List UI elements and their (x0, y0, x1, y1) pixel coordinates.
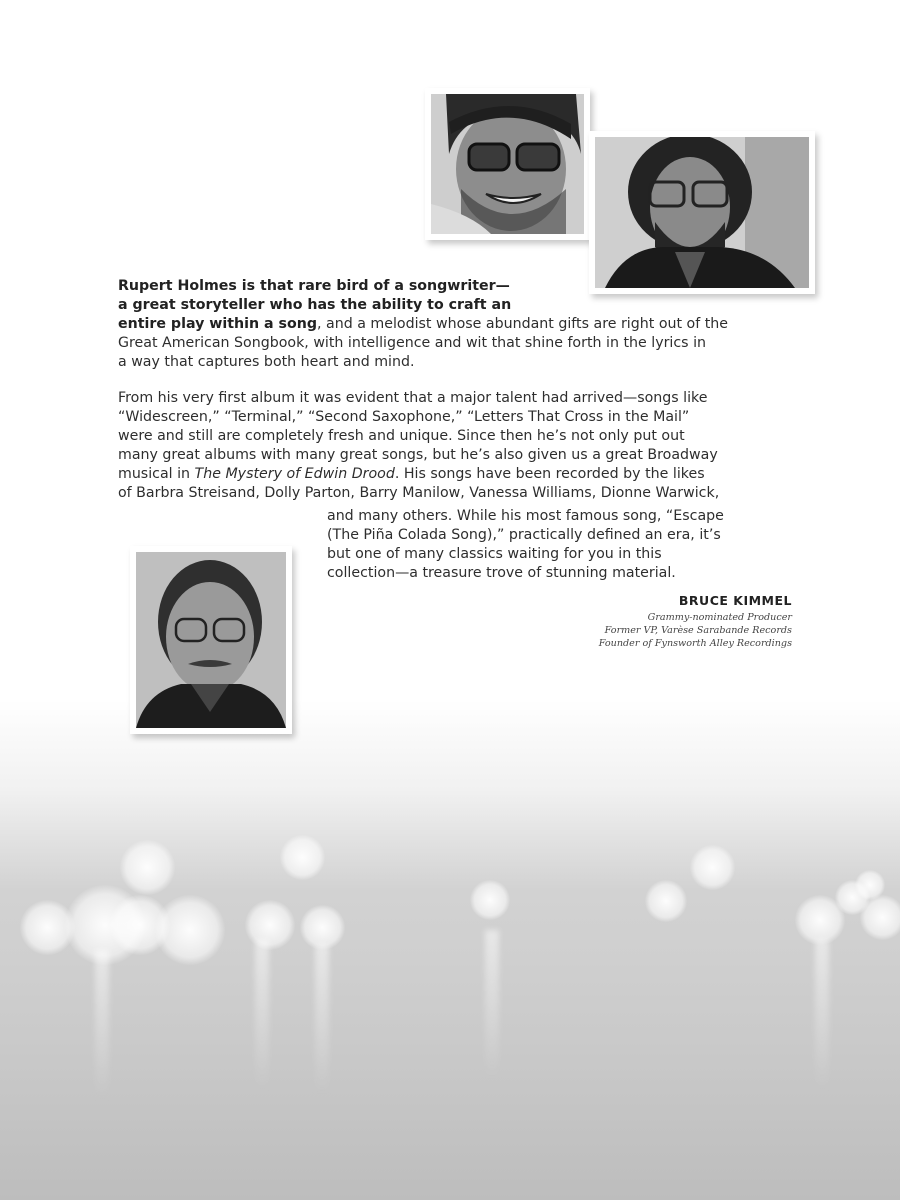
intro-bold-line: Rupert Holmes is that rare bird of a songwriter— (118, 278, 510, 294)
portrait-image (136, 552, 286, 728)
intro-bold-line: entire play within a song (118, 316, 317, 332)
body-text: musical in (118, 466, 195, 482)
photo-young-smiling (425, 88, 590, 240)
body-text: collection—a treasure trove of stunning material. (327, 565, 676, 581)
author-role: Former VP, Varèse Sarabande Records (604, 625, 792, 636)
bokeh-background (0, 700, 900, 1200)
portrait-image (595, 137, 809, 288)
photo-bearded-man (589, 131, 815, 294)
intro-bold-line: a great storyteller who has the ability to craft an (118, 297, 512, 313)
intro-text: a way that captures both heart and mind. (118, 354, 415, 370)
body-text: (The Piña Colada Song),” practically defined an era, it’s (327, 527, 721, 543)
body-text: From his very first album it was evident that a major talent had arrived—songs like (118, 390, 708, 406)
body-text: . His songs have been recorded by the likes (394, 466, 705, 482)
body-text: “Widescreen,” “Terminal,” “Second Saxophone,” “Letters That Cross in the Mail” (118, 409, 690, 425)
intro-text: , and a melodist whose abundant gifts are right out of the (317, 316, 729, 332)
author-role: Grammy-nominated Producer (647, 612, 792, 623)
portrait-image (431, 94, 584, 234)
continuation-paragraph (327, 507, 797, 583)
body-text: many great albums with many great songs, but he’s also given us a great Broadway (118, 447, 718, 463)
body-text: and many others. While his most famous song, “Escape (327, 508, 724, 524)
body-text: of Barbra Streisand, Dolly Parton, Barry Manilow, Vanessa Williams, Dionne Warwick, (118, 485, 720, 501)
author-role: Founder of Fynsworth Alley Recordings (598, 638, 792, 649)
body-text: but one of many classics waiting for you in this (327, 546, 662, 562)
musical-title: The Mystery of Edwin Drood (194, 466, 395, 482)
intro-text: Great American Songbook, with intelligence and wit that shine forth in the lyrics in (118, 335, 706, 351)
photo-older-man (130, 546, 292, 734)
body-text: were and still are completely fresh and unique. Since then he’s not only put out (118, 428, 685, 444)
author-name: BRUCE KIMMEL (678, 593, 792, 608)
body-paragraph (118, 389, 808, 503)
signature-block (599, 593, 792, 650)
intro-paragraph (118, 277, 808, 372)
